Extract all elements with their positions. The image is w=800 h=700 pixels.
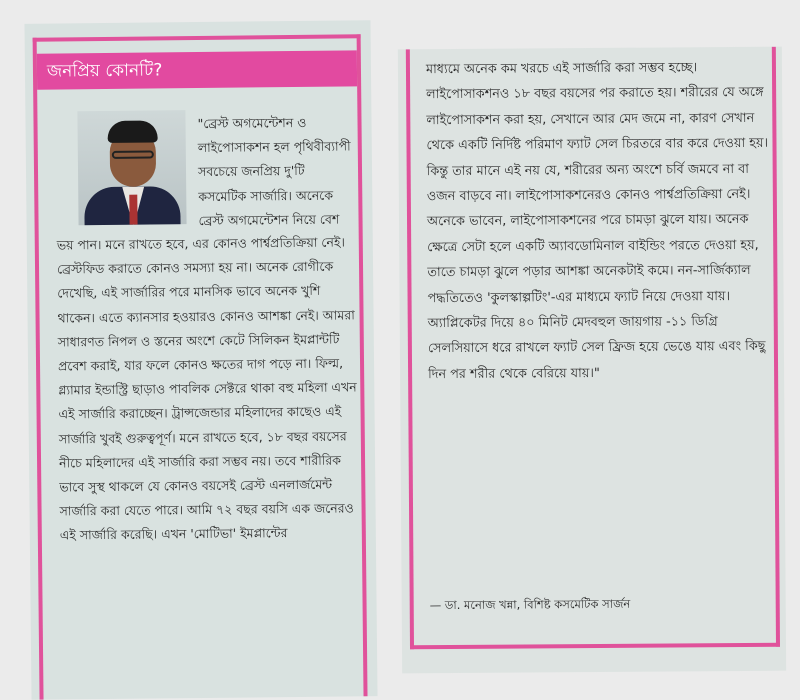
author-byline: — ডা. মনোজ খন্না, বিশিষ্ট কসমেটিক সার্জন: [429, 596, 631, 613]
right-page: [398, 47, 786, 674]
section-title: জনপ্রিয় কোনটি?: [37, 50, 357, 89]
body-paragraph-left: ভয় পান। মনে রাখতে হবে, এর কোনও পার্শ্বপ্রতিক্রিয়া নেই। ব্রেস্টফিড করাতে কোনও সমস্যা হয় না। অনেক রোগীকে দেখেছি, এই সার্জারির পরে মানসিক ভাবে অনেক খুশি থাকেন। এতে ক্যানসার হওয়ারও কোনও আশঙ্কা নেই। আমরা সাধারণত নিপল ও স্তনের অংশে কেটে সিলিকন ইমপ্লান্টটি প্রবেশ করাই, যার ফলে কোনও ক্ষতের দাগ পড়ে না। ফিল্ম, গ্ল্যামার ইন্ডাস্ট্রি ছাড়াও পাবলিক সেক্টরে থাকা বহু মহিলা এখন এই সার্জারি করাচ্ছেন। ট্রান্সজেন্ডার মহিলাদের কাছেও এই সার্জারি খুবই গুরুত্বপূর্ণ। মনে রাখতে হবে, ১৮ বছর বয়সের নীচে মহিলাদের এই সার্জারি করা সম্ভব নয়। তবে শারীরিক ভাবে সুস্থ থাকলে যে কোনও বয়সেই ব্রেস্ট এনলার্জমেন্ট সার্জারি করা যেতে পারে। আমি ৭২ বছর বয়সি এক জনেরও এই সার্জারি করেছি। এখন 'মোটিভা' ইমপ্লান্টের: [56, 234, 357, 543]
left-page: [24, 20, 377, 700]
body-paragraph-right: মাধ্যমে অনেক কম খরচে এই সার্জারি করা সম্ভব হচ্ছে। লাইপোসাকশনও ১৮ বছর বয়সের পর করাতে হয়। শরীরের যে অঙ্গে লাইপোসাকশন করা হয়, সেখানে আর মেদ জমে না, কারণ সেখান থেকে একটি নির্দিষ্ট পরিমাণ ফ্যাট সেল চিরতরে বার করে দেওয়া হয়। কিন্তু তার মানে এই নয় যে, শরীরের অন্য অংশে চর্বি জমবে না বা ওজন বাড়বে না। লাইপোসাকশনেরও কোনও পার্শ্বপ্রতিক্রিয়া নেই। অনেকে ভাবেন, লাইপোসাকশনের পরে চামড়া ঝুলে যায়। অনেক ক্ষেত্রে সেটা হলে একটি অ্যাবডোমিনাল বাইন্ডিং পরতে দেওয়া হয়, তাতে চামড়া ঝুলে পড়ার আশঙ্কা অনেকটাই কমে। নন-সার্জিক্যাল পদ্ধতিতেও 'কুলস্কাল্পটিং'-এর মাধ্যমে ফ্যাট নিয়ে দেওয়া যায়। অ্যাপ্লিকেটর দিয়ে ৪০ মিনিট মেদবহুল জায়গায় -১১ ডিগ্রি সেলসিয়াসে ধরে রাখলে ফ্যাট সেল ফ্রিজ হয়ে ভেঙে যায় এবং কিছু দিন পর শরীর থেকে বেরিয়ে যায়।": [425, 60, 769, 383]
doctor-photo: [77, 110, 186, 225]
intro-paragraph: "ব্রেস্ট অগমেন্টেশন ও লাইপোসাকশন হল পৃথিবীব্যাপী সবচেয়ে জনপ্রিয় দু'টি কসমেটিক সার্জারি। অনেকে ব্রেস্ট অগমেন্টেশন নিয়ে বেশ: [197, 114, 351, 228]
